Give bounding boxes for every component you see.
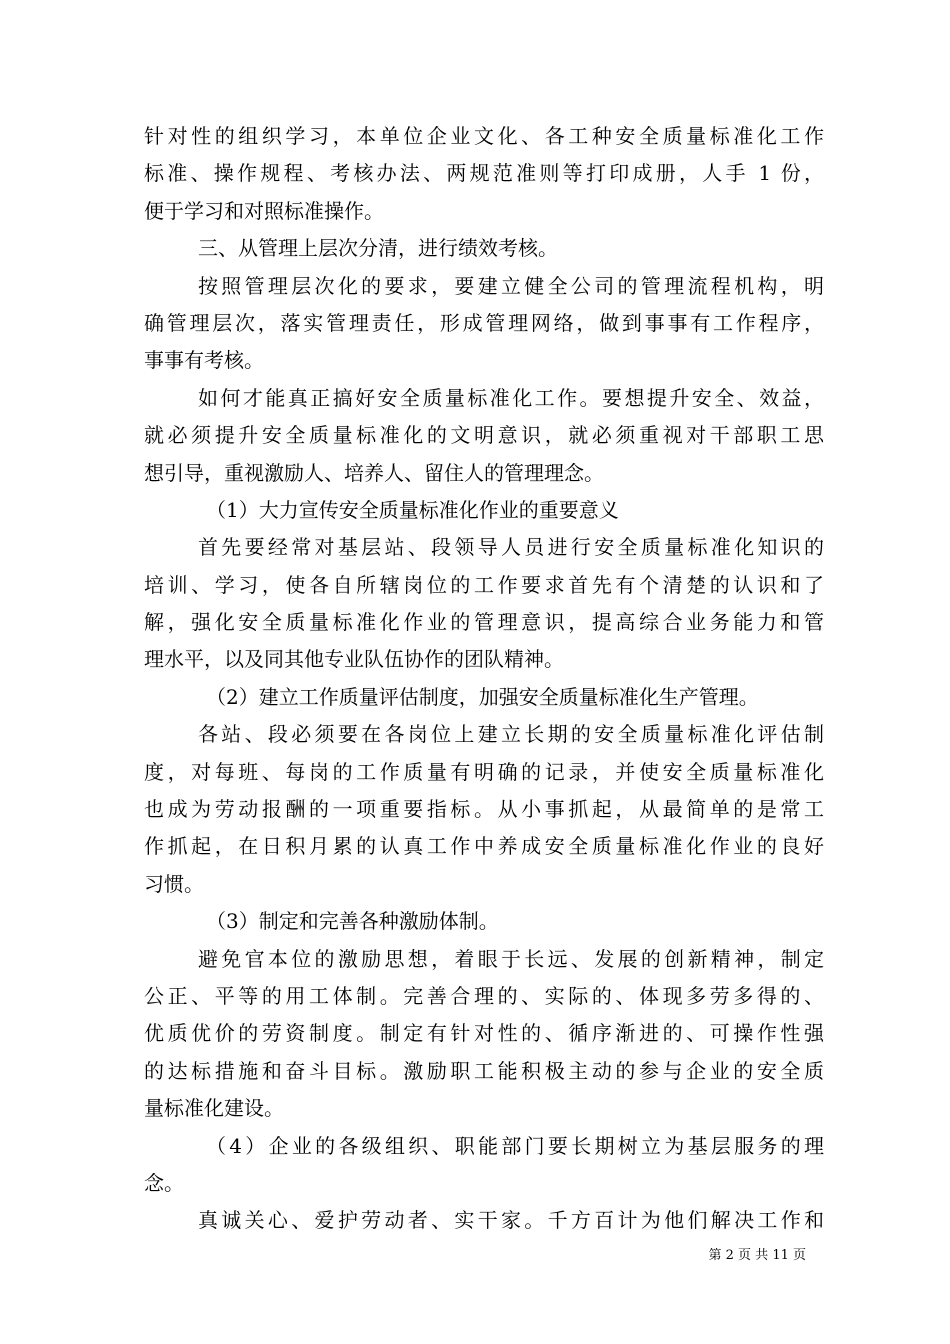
text-line: 事事有考核。 (144, 348, 264, 373)
text-line: 作抓起，在日积月累的认真工作中养成安全质量标准化作业的良好 (144, 834, 824, 859)
text-line: 度，对每班、每岗的工作质量有明确的记录，并使安全质量标准化 (144, 759, 824, 784)
text-line: 便于学习和对照标准操作。 (144, 198, 384, 223)
text-line: 避免官本位的激励思想，着眼于长远、发展的创新精神，制定 (198, 946, 824, 971)
text-line: 的达标措施和奋斗目标。激励职工能积极主动的参与企业的安全质 (144, 1058, 824, 1083)
text-line: 理水平，以及同其他专业队伍协作的团队精神。 (144, 647, 564, 672)
text-line: （1）大力宣传安全质量标准化作业的重要意义 (206, 497, 619, 522)
text-line: 按照管理层次化的要求，要建立健全公司的管理流程机构，明 (198, 273, 824, 298)
text-line: 标准、操作规程、考核办法、两规范准则等打印成册，人手 1 份， (144, 161, 824, 186)
text-line: 习惯。 (144, 871, 204, 896)
text-line: 解，强化安全质量标准化作业的管理意识，提高综合业务能力和管 (144, 610, 824, 635)
text-line: 优质优价的劳资制度。制定有针对性的、循序渐进的、可操作性强 (144, 1021, 824, 1046)
document-body (144, 118, 824, 1240)
text-line: 确管理层次，落实管理责任，形成管理网络，做到事事有工作程序， (144, 310, 824, 335)
text-line: 公正、平等的用工体制。完善合理的、实际的、体现多劳多得的、 (144, 983, 824, 1008)
page-number-footer: 第 2 页 共 11 页 (708, 1248, 806, 1263)
text-line: 针对性的组织学习，本单位企业文化、各工种安全质量标准化工作 (144, 124, 824, 148)
text-line: 念。 (144, 1170, 184, 1195)
text-line: 如何才能真正搞好安全质量标准化工作。要想提升安全、效益， (198, 385, 824, 410)
text-line: 各站、段必须要在各岗位上建立长期的安全质量标准化评估制 (198, 722, 824, 747)
text-line: （2）建立工作质量评估制度，加强安全质量标准化生产管理。 (206, 684, 759, 709)
text-line: （4）企业的各级组织、职能部门要长期树立为基层服务的理 (206, 1133, 824, 1158)
text-line: 首先要经常对基层站、段领导人员进行安全质量标准化知识的 (198, 535, 824, 560)
text-line: 想引导，重视激励人、培养人、留住人的管理理念。 (144, 460, 604, 485)
text-line: 量标准化建设。 (144, 1096, 284, 1121)
text-line: 真诚关心、爱护劳动者、实干家。千方百计为他们解决工作和 (198, 1208, 824, 1233)
text-line: （3）制定和完善各种激励体制。 (206, 909, 499, 934)
text-line: 也成为劳动报酬的一项重要指标。从小事抓起，从最简单的是常工 (144, 797, 824, 822)
text-line: 培训、学习，使各自所辖岗位的工作要求首先有个清楚的认识和了 (144, 572, 824, 597)
text-line: 就必须提升安全质量标准化的文明意识，就必须重视对干部职工思 (144, 423, 824, 448)
text-line: 三、从管理上层次分清，进行绩效考核。 (198, 236, 558, 261)
